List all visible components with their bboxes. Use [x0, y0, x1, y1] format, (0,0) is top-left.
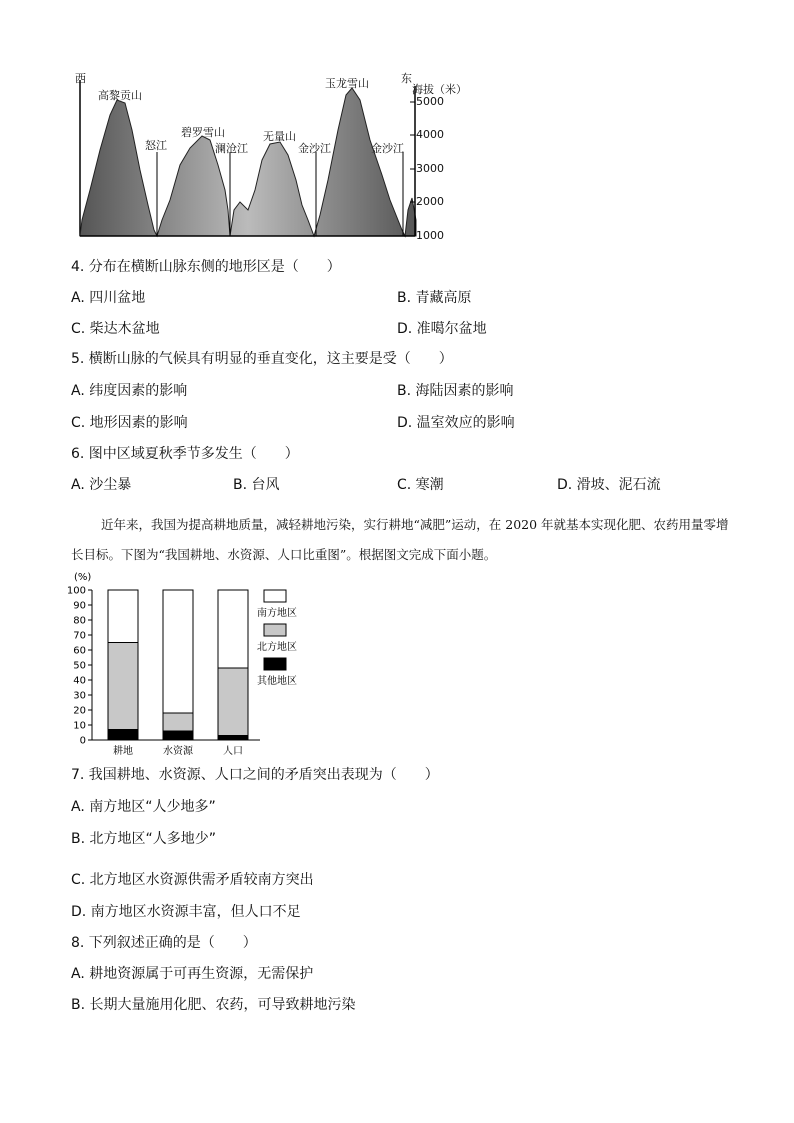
question-6-option[interactable]: A. 沙尘暴	[71, 477, 132, 493]
east-label: 东	[401, 72, 412, 85]
altitude-tick: 5000	[416, 95, 444, 108]
question-5-option[interactable]: A. 纬度因素的影响	[71, 383, 188, 399]
question-8-option[interactable]: B. 长期大量施用化肥、农药，可导致耕地污染	[71, 997, 356, 1013]
question-5-stem: 5. 横断山脉的气候具有明显的垂直变化，这主要是受（ ）	[71, 351, 453, 367]
question-6-option[interactable]: D. 滑坡、泥石流	[557, 477, 661, 493]
y-tick-label: 70	[73, 630, 86, 642]
peak-label: 高黎贡山	[98, 89, 142, 102]
legend-swatch	[264, 624, 286, 636]
question-7-option[interactable]: C. 北方地区水资源供需矛盾较南方突出	[71, 872, 314, 888]
terrain-silhouette	[80, 88, 416, 236]
legend-label: 其他地区	[257, 676, 297, 687]
question-6-option[interactable]: C. 寒潮	[397, 477, 444, 493]
altitude-axis-label: 海拔（米）	[412, 83, 467, 96]
question-7-option[interactable]: D. 南方地区水资源丰富，但人口不足	[71, 904, 301, 920]
altitude-tick: 4000	[416, 128, 444, 141]
bar-segment	[108, 590, 138, 643]
question-5-option[interactable]: B. 海陆因素的影响	[397, 383, 514, 399]
peak-label: 无量山	[263, 130, 296, 143]
legend-label: 南方地区	[257, 608, 297, 619]
question-4-option[interactable]: D. 准噶尔盆地	[397, 321, 487, 337]
peak-label: 碧罗雪山	[181, 126, 225, 139]
bar-segment	[163, 590, 193, 713]
question-7-stem: 7. 我国耕地、水资源、人口之间的矛盾突出表现为（ ）	[71, 767, 439, 783]
bar-segment	[163, 713, 193, 731]
river-label: 澜沧江	[215, 142, 248, 155]
question-7-option[interactable]: A. 南方地区“人少地多”	[71, 799, 216, 815]
legend-swatch	[264, 658, 286, 670]
peak-label: 玉龙雪山	[325, 77, 369, 90]
question-8-option[interactable]: A. 耕地资源属于可再生资源，无需保护	[71, 966, 314, 982]
question-7-option[interactable]: B. 北方地区“人多地少”	[71, 831, 217, 847]
y-tick-label: 90	[73, 600, 86, 612]
river-label: 金沙江	[371, 142, 404, 155]
y-tick-label: 0	[79, 735, 86, 747]
question-5-option[interactable]: D. 温室效应的影响	[397, 415, 515, 431]
question-6-stem: 6. 图中区域夏秋季节多发生（ ）	[71, 446, 299, 462]
y-tick-label: 80	[73, 615, 86, 627]
question-4-option[interactable]: B. 青藏高原	[397, 290, 472, 306]
bar-segment	[163, 731, 193, 740]
question-4-option[interactable]: A. 四川盆地	[71, 290, 146, 306]
bar-segment	[218, 668, 248, 736]
y-tick-label: 50	[73, 660, 86, 672]
bar-segment	[108, 730, 138, 741]
y-tick-label: 40	[73, 675, 86, 687]
river-label: 金沙江	[298, 142, 331, 155]
question-6-option[interactable]: B. 台风	[233, 477, 280, 493]
y-tick-label: 10	[73, 720, 86, 732]
x-category-label: 水资源	[163, 746, 193, 757]
river-label: 怒江	[145, 139, 167, 152]
y-tick-label: 20	[73, 705, 86, 717]
legend-label: 北方地区	[257, 642, 297, 653]
question-8-stem: 8. 下列叙述正确的是（ ）	[71, 935, 257, 951]
y-tick-label: 60	[73, 645, 86, 657]
bar-segment	[218, 736, 248, 741]
bar-segment	[218, 590, 248, 668]
y-tick-label: 100	[66, 585, 86, 597]
altitude-tick: 2000	[416, 195, 444, 208]
passage-text: 近年来，我国为提高耕地质量，减轻耕地污染，实行耕地“减肥”运动，在 2020 年就基本实现化肥、农药用量零增长目标。下图为“我国耕地、水资源、人口比重图”。根据图文完成下面小题。	[71, 517, 729, 562]
question-4-option[interactable]: C. 柴达木盆地	[71, 321, 160, 337]
altitude-tick: 3000	[416, 162, 444, 175]
altitude-tick: 1000	[416, 229, 444, 242]
land-water-population-chart	[60, 568, 320, 760]
x-category-label: 耕地	[113, 746, 133, 757]
west-label: 西	[75, 72, 86, 85]
x-category-label: 人口	[223, 746, 243, 757]
question-4-stem: 4. 分布在横断山脉东侧的地形区是（ ）	[71, 259, 341, 275]
reading-passage	[71, 510, 731, 570]
y-axis-unit-label: (%)	[74, 572, 92, 583]
legend-swatch	[264, 590, 286, 602]
bar-segment	[108, 643, 138, 730]
question-5-option[interactable]: C. 地形因素的影响	[71, 415, 188, 431]
y-tick-label: 30	[73, 690, 86, 702]
